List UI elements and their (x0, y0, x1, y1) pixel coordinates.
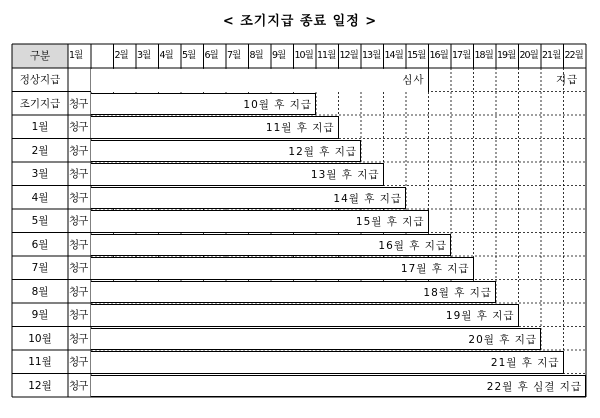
schedule-bar-text: 15월 후 지급 (355, 216, 425, 228)
schedule-bar-text: 20월 후 지급 (468, 333, 537, 346)
row-request: 청구 (69, 121, 88, 133)
row-request: 청구 (69, 356, 88, 368)
header-month: 19월 (497, 50, 516, 61)
schedule-bar (91, 281, 496, 304)
schedule-bar (91, 163, 384, 186)
header-month: 22월 (564, 50, 583, 61)
schedule-bar (91, 257, 474, 280)
schedule-bar (91, 93, 316, 116)
schedule-bar-text: 18월 후 지급 (423, 286, 492, 299)
header-month: 20월 (519, 50, 538, 61)
header-month: 12월 (339, 50, 358, 61)
row-request: 청구 (69, 215, 88, 227)
header-month: 11월 (317, 50, 336, 61)
row-request: 청구 (69, 309, 88, 321)
schedule-bar-text: 22월 후 심결 지급 (486, 380, 582, 393)
header-month: 3월 (137, 50, 151, 61)
header-month: 5월 (182, 50, 196, 61)
header-month: 16월 (429, 50, 448, 61)
header-month: 6월 (204, 50, 218, 61)
header-month: 9월 (272, 50, 286, 61)
row-request: 청구 (69, 97, 88, 110)
schedule-bar-text: 17월 후 지급 (400, 263, 470, 275)
schedule-bar (91, 304, 519, 327)
row-request: 청구 (69, 332, 88, 345)
header-month: 13월 (362, 50, 381, 61)
row-request: 청구 (69, 262, 88, 274)
schedule-bar (91, 328, 541, 351)
header-label: 구분 (29, 50, 51, 62)
header-month: 8월 (249, 50, 263, 61)
header-month: 15월 (407, 50, 426, 61)
schedule-bar (91, 375, 586, 398)
row-request: 청구 (69, 144, 88, 157)
row-label: 3월 (31, 168, 49, 180)
row-label: 5월 (31, 215, 49, 227)
schedule-bar (91, 116, 339, 139)
row-request: 청구 (69, 379, 88, 392)
schedule-bar-text: 11월 후 지급 (265, 122, 335, 134)
header-month: 1월 (69, 50, 83, 61)
row-label: 8월 (31, 285, 49, 298)
row-label: 조기지급 (19, 97, 61, 110)
row-label: 6월 (31, 238, 49, 251)
row-extra-text: 지급 (556, 74, 579, 86)
schedule-bar (91, 351, 564, 374)
header-month: 7월 (227, 50, 241, 61)
schedule-bar (91, 140, 361, 163)
schedule-bar-text: 심사 (402, 74, 425, 86)
schedule-bar-text: 13월 후 지급 (310, 169, 380, 181)
row-label: 4월 (31, 191, 49, 204)
schedule-bar-text: 16월 후 지급 (378, 239, 447, 252)
header-month: 2월 (114, 50, 128, 61)
row-label: 2월 (31, 144, 49, 157)
row-label: 9월 (31, 309, 49, 321)
row-request: 청구 (69, 238, 88, 251)
row-label: 정상지급 (19, 74, 61, 86)
schedule-bar-text: 10월 후 지급 (243, 98, 312, 111)
row-request: 청구 (69, 191, 88, 204)
page-title: < 조기지급 종료 일정 > (222, 14, 378, 29)
header-month: 14월 (384, 50, 403, 61)
schedule-bar (91, 69, 429, 92)
schedule-bar (91, 234, 451, 257)
header-month: 17월 (452, 50, 471, 61)
row-label: 11월 (28, 356, 52, 368)
schedule-bar (91, 187, 406, 210)
row-label: 1월 (31, 121, 49, 133)
header-month: 18월 (474, 50, 493, 61)
schedule-bar (91, 210, 429, 233)
row-label: 10월 (28, 332, 52, 345)
row-label: 12월 (28, 379, 52, 392)
header-month: 21월 (542, 50, 561, 61)
schedule-bar-text: 19월 후 지급 (445, 310, 515, 322)
row-request: 청구 (69, 285, 88, 298)
header-month: 10월 (294, 50, 313, 61)
schedule-bar-text: 21월 후 지급 (490, 357, 560, 369)
schedule-bar-text: 12월 후 지급 (288, 145, 357, 158)
row-request: 청구 (69, 168, 88, 180)
header-month: 4월 (159, 50, 173, 61)
schedule-bar-text: 14월 후 지급 (333, 192, 402, 205)
row-label: 7월 (31, 262, 49, 274)
